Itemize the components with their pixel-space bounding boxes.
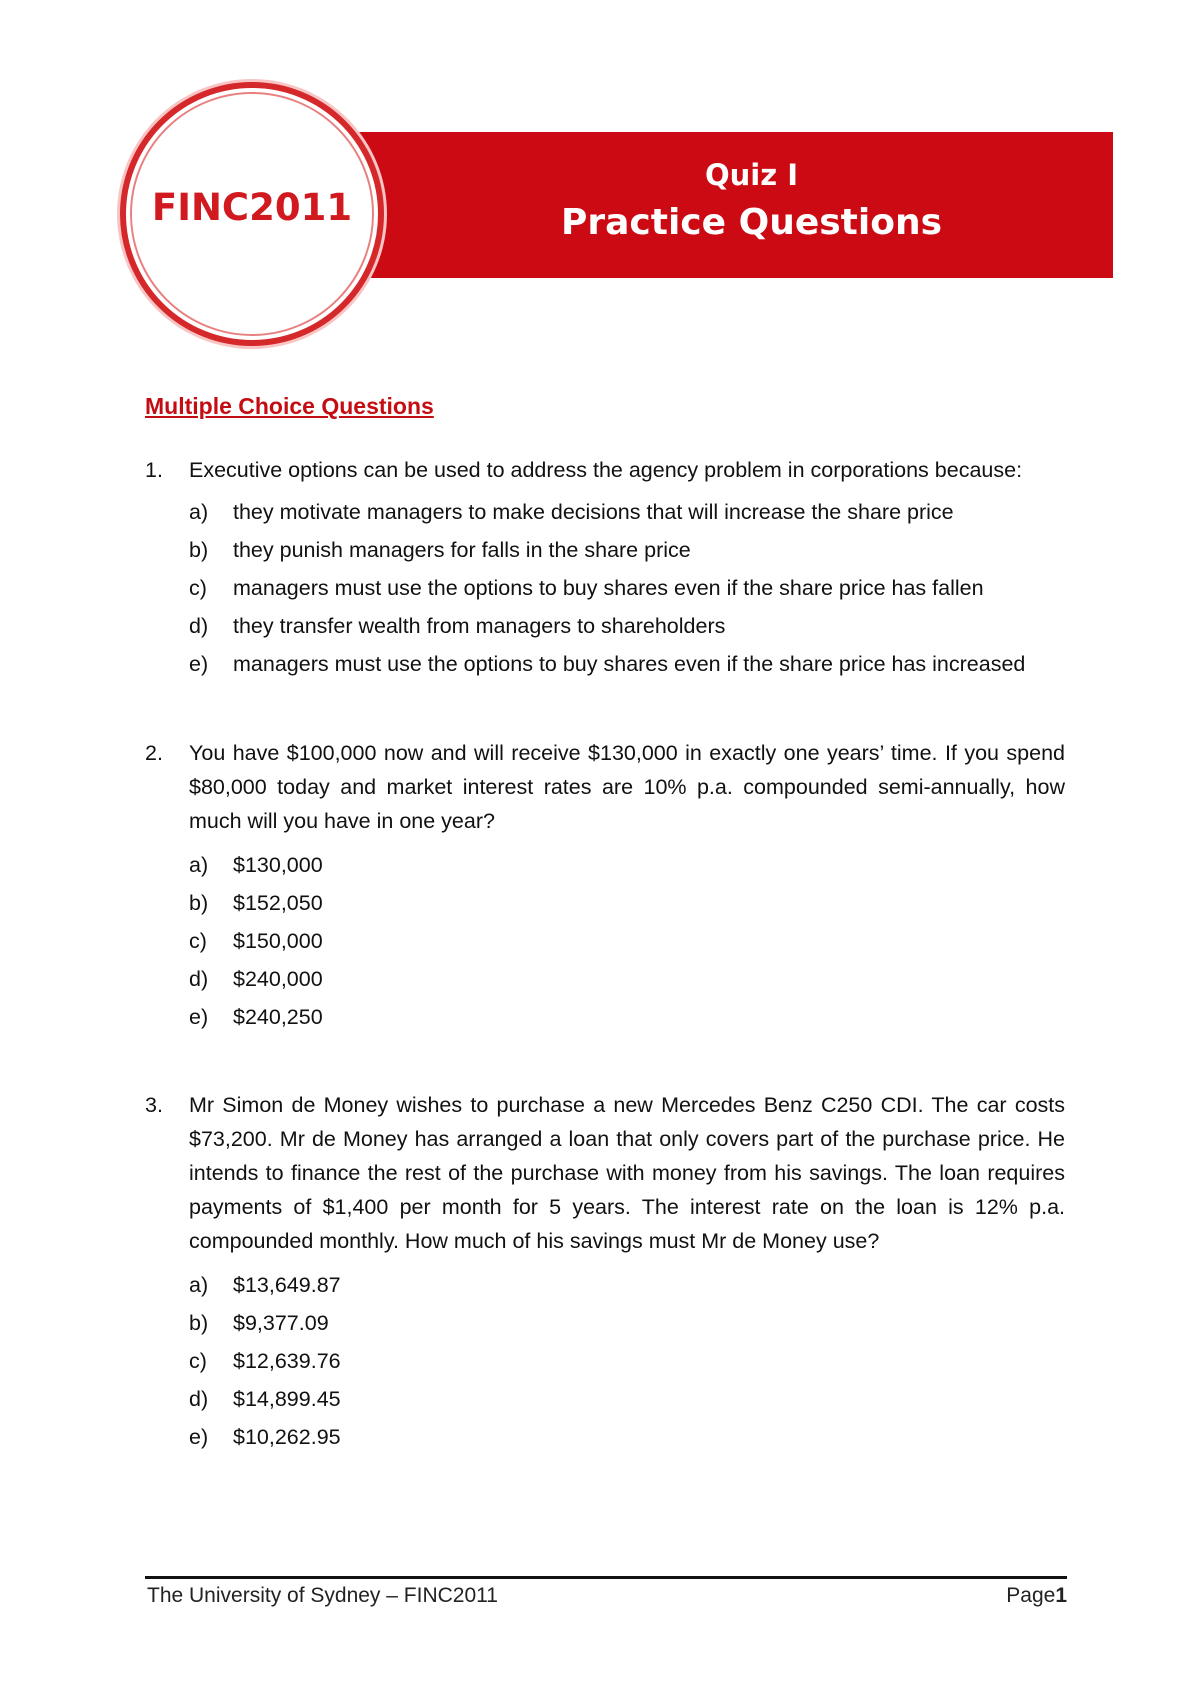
footer-institution: The University of Sydney – FINC2011 — [147, 1584, 498, 1607]
option-text: $150,000 — [233, 929, 323, 953]
option-letter: c) — [189, 1349, 207, 1373]
option-letter: a) — [189, 853, 209, 877]
option-b — [189, 1304, 1065, 1342]
option-c — [189, 1342, 1065, 1380]
option-letter: b) — [189, 538, 209, 562]
option-letter: c) — [189, 576, 207, 600]
question-text: You have $100,000 now and will receive $130,000 in exactly one years’ time. If you spend $80,000 today and market interest rates are 10% p.a. compounded semi-annually, how much will you have in one year? — [189, 741, 1065, 833]
option-e — [189, 645, 1065, 683]
page-title: Practice Questions — [560, 202, 943, 243]
option-text: $10,262.95 — [233, 1425, 341, 1449]
question-1 — [145, 453, 1065, 683]
option-text: managers must use the options to buy shares even if the share price has increased — [233, 652, 1026, 676]
option-text: $13,649.87 — [233, 1273, 341, 1297]
option-list — [189, 1266, 1065, 1456]
option-text: $240,000 — [233, 967, 323, 991]
option-e — [189, 998, 1065, 1036]
section-heading: Multiple Choice Questions — [145, 393, 434, 419]
option-letter: a) — [189, 500, 209, 524]
option-letter: b) — [189, 1311, 209, 1335]
option-text: they motivate managers to make decisions that will increase the share price — [233, 500, 954, 524]
question-text: Mr Simon de Money wishes to purchase a new Mercedes Benz C250 CDI. The car costs $73,200. Mr de Money has arranged a loan that only covers part of the purchase price. He intends to finance the rest of the purchase with money from his savings. The loan requires payments of $1,400 per month for 5 years. The interest rate on the loan is 12% p.a. compounded monthly. How much of his savings must Mr de Money use? — [189, 1093, 1065, 1253]
option-d — [189, 1380, 1065, 1418]
option-text: $152,050 — [233, 891, 323, 915]
option-text: $130,000 — [233, 853, 323, 877]
footer-divider — [145, 1576, 1067, 1579]
option-text: $14,899.45 — [233, 1387, 341, 1411]
course-badge — [120, 82, 384, 346]
page-label: Page — [1006, 1584, 1056, 1607]
option-letter: e) — [189, 1005, 209, 1029]
option-a — [189, 846, 1065, 884]
banner-text — [340, 132, 1113, 278]
option-a — [189, 493, 1065, 531]
quiz-subtitle: Quiz I — [704, 158, 798, 192]
option-c — [189, 569, 1065, 607]
option-b — [189, 884, 1065, 922]
option-text: $240,250 — [233, 1005, 323, 1029]
option-text: $12,639.76 — [233, 1349, 341, 1373]
option-d — [189, 960, 1065, 998]
option-letter: d) — [189, 1387, 209, 1411]
option-c — [189, 922, 1065, 960]
question-text: Executive options can be used to address the agency problem in corporations because: — [189, 458, 1023, 482]
option-text: they transfer wealth from managers to shareholders — [233, 614, 726, 638]
option-list — [189, 846, 1065, 1036]
question-number: 1. — [145, 458, 163, 482]
question-number: 3. — [145, 1093, 163, 1117]
footer-page — [1006, 1584, 1067, 1608]
option-text: managers must use the options to buy shares even if the share price has fallen — [233, 576, 984, 600]
option-letter: d) — [189, 614, 209, 638]
option-b — [189, 531, 1065, 569]
option-letter: b) — [189, 891, 209, 915]
question-3 — [145, 1088, 1065, 1456]
option-letter: d) — [189, 967, 209, 991]
question-number: 2. — [145, 741, 163, 765]
course-code: FINC2011 — [151, 186, 353, 229]
option-text: $9,377.09 — [233, 1311, 329, 1335]
option-letter: c) — [189, 929, 207, 953]
option-text: they punish managers for falls in the share price — [233, 538, 691, 562]
option-d — [189, 607, 1065, 645]
option-letter: e) — [189, 1425, 209, 1449]
option-list — [189, 493, 1065, 683]
option-e — [189, 1418, 1065, 1456]
option-letter: e) — [189, 652, 209, 676]
title-banner — [340, 132, 1113, 278]
option-a — [189, 1266, 1065, 1304]
page-number: 1 — [1055, 1584, 1067, 1607]
question-2 — [145, 736, 1065, 1036]
option-letter: a) — [189, 1273, 209, 1297]
